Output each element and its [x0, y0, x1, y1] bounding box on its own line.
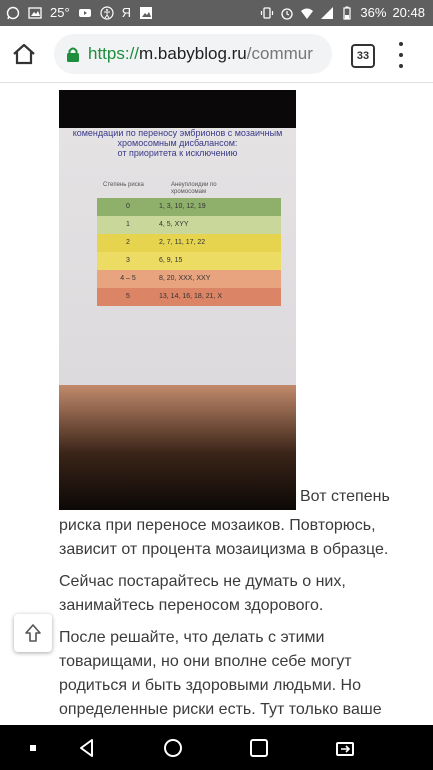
gallery-icon	[139, 6, 153, 20]
paragraph-1: риска при переносе мозаиков. Повторюсь, зависит от процента мозаицизма в образце.	[59, 517, 389, 558]
scroll-up-button[interactable]	[14, 614, 52, 652]
paragraph-3: После решайте, что делать с этими товарищами, но они вполне себе могут родиться и быть здоровыми людьми. Но определенные риски есть. Тут только ваше	[59, 629, 382, 718]
chromosome-list: 1, 3, 10, 12, 19	[159, 203, 206, 210]
risk-level: 4 – 5	[120, 275, 136, 282]
chromosome-list: 8, 20, XXX, XXY	[159, 275, 211, 282]
risk-level: 0	[126, 203, 130, 210]
image-notification-icon	[28, 6, 42, 20]
whatsapp-icon	[6, 6, 20, 20]
col-aneuploidy-header: Анеуплоидии по хромосомам	[171, 182, 217, 195]
slide-title-line-3: от приоритета к исключению	[117, 148, 238, 158]
risk-table	[97, 198, 281, 306]
col-risk-header: Степень риска	[103, 182, 144, 188]
risk-level: 3	[126, 257, 130, 264]
status-bar	[0, 0, 433, 26]
url-text	[88, 44, 313, 64]
tab-switcher-button[interactable]: 33	[351, 44, 375, 68]
accessibility-icon	[100, 6, 114, 20]
risk-level: 2	[126, 239, 130, 246]
battery-percent: 36%	[360, 5, 387, 20]
screen-switch-icon[interactable]	[334, 737, 356, 759]
yandex-icon: Я	[121, 5, 132, 20]
url-host: m.babyblog.ru	[139, 44, 247, 63]
url-path: /commur	[246, 44, 313, 63]
address-bar[interactable]	[54, 34, 332, 74]
risk-level: 5	[126, 293, 130, 300]
temperature-text: 25°	[50, 5, 70, 20]
risk-row	[97, 252, 281, 270]
page-content	[0, 82, 433, 725]
risk-row	[97, 198, 281, 216]
chromosome-list: 4, 5, XYY	[159, 221, 189, 228]
overflow-menu-icon[interactable]	[396, 42, 406, 68]
chromosome-list: 2, 7, 11, 17, 22	[159, 239, 206, 246]
signal-icon	[320, 6, 334, 20]
risk-level: 1	[126, 221, 130, 228]
url-scheme: https://	[88, 44, 140, 63]
arrow-up-icon	[22, 622, 44, 644]
navigation-bar	[0, 725, 433, 770]
risk-row	[97, 234, 281, 252]
slide-title	[59, 128, 296, 158]
alarm-icon	[280, 6, 294, 20]
lock-icon	[66, 46, 80, 62]
battery-icon	[340, 6, 354, 20]
slide-title-line-1: комендации по переносу эмбрионов с мозаичным	[72, 128, 283, 138]
slide-title-line-2: хромосомным дисбалансом:	[117, 138, 238, 148]
chromosome-list: 6, 9, 15	[159, 257, 183, 264]
youtube-icon	[78, 6, 92, 20]
browser-toolbar	[0, 26, 433, 83]
recents-icon[interactable]	[248, 737, 270, 759]
back-icon[interactable]	[76, 737, 98, 759]
dot-icon[interactable]	[22, 737, 44, 759]
paragraph-2: Сейчас постарайтесь не думать о них, занимайтесь переносом здорового.	[59, 573, 346, 614]
slide-photo[interactable]	[59, 90, 296, 510]
wifi-icon	[300, 6, 314, 20]
home-icon[interactable]	[10, 40, 38, 68]
vibrate-icon	[260, 6, 274, 20]
room-floor	[59, 385, 296, 510]
inline-caption: Вот степень	[300, 488, 390, 505]
chromosome-list: 13, 14, 16, 18, 21, X	[159, 293, 223, 300]
clock: 20:48	[392, 5, 425, 20]
risk-row	[97, 216, 281, 234]
risk-row	[97, 270, 281, 288]
risk-row	[97, 288, 281, 306]
home-nav-icon[interactable]	[162, 737, 184, 759]
